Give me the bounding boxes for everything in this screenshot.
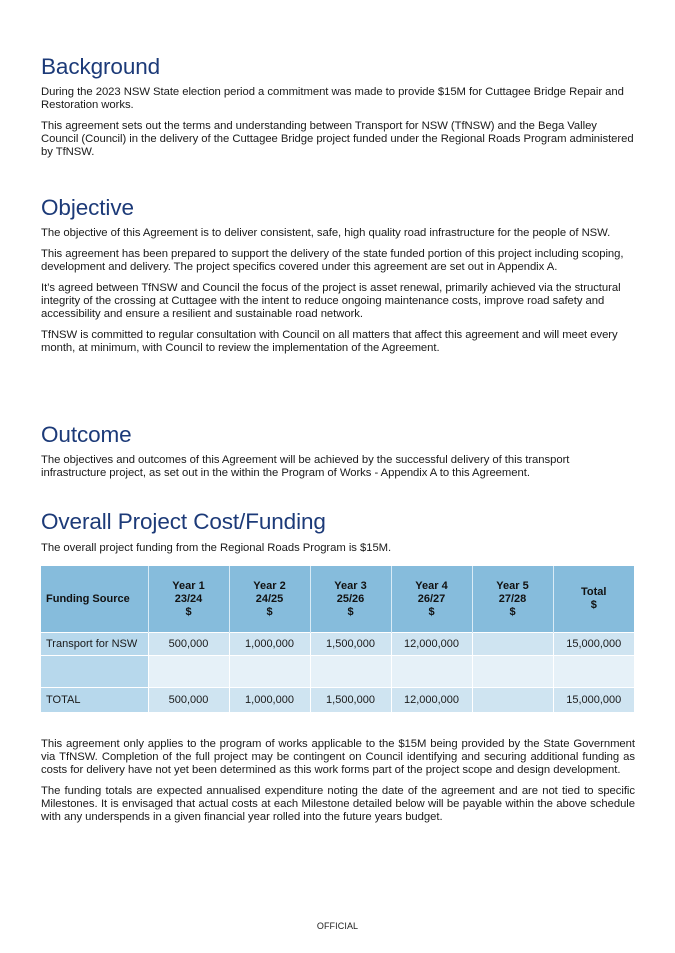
header-year-3: Year 3 25/26 $ xyxy=(310,566,391,633)
cell-year-5 xyxy=(472,688,553,713)
cell-year-4: 12,000,000 xyxy=(391,633,472,656)
funding-table xyxy=(41,566,634,712)
cell-year-3: 1,500,000 xyxy=(310,633,391,656)
funding-intro: The overall project funding from the Regional Roads Program is $15M. xyxy=(41,542,392,554)
cell-source: TOTAL xyxy=(41,688,148,713)
paragraph: This agreement has been prepared to support the delivery of the state funded portion of this project including scoping, development and delivery. The project specifics covered under this agreement are set out in Appendix A. xyxy=(41,248,624,273)
heading-outcome: Outcome xyxy=(41,422,132,447)
heading-funding: Overall Project Cost/Funding xyxy=(41,509,326,534)
paragraph: During the 2023 NSW State election period a commitment was made to provide $15M for Cuttagee Bridge Repair and Restoration works. xyxy=(41,86,624,111)
paragraph: It’s agreed between TfNSW and Council the focus of the project is asset renewal, primarily achieved via the structural integrity of the crossing at Cuttagee with the intent to reduce ongoing maintenance costs, improve road safety and accessibility and ensure a resilient and sustainable road network. xyxy=(41,282,621,320)
header-year-5: Year 5 27/28 $ xyxy=(472,566,553,633)
paragraph: The objectives and outcomes of this Agreement will be achieved by the successful delivery of this transport infrastructure project, as set out in the within the Program of Works - Appendix A to this Agreement. xyxy=(41,454,570,479)
table-header-row xyxy=(41,566,634,633)
section-background xyxy=(41,54,635,159)
cell-year-5 xyxy=(472,656,553,688)
cell-year-2 xyxy=(229,656,310,688)
section-objective xyxy=(41,195,635,355)
header-total: Total $ xyxy=(553,566,634,633)
paragraph: TfNSW is committed to regular consultation with Council on all matters that affect this agreement and will meet every month, at minimum, with Council to review the implementation of the Agreement. xyxy=(41,329,618,354)
cell-total: 15,000,000 xyxy=(553,633,634,656)
header-year-1: Year 1 23/24 $ xyxy=(148,566,229,633)
header-year-2: Year 2 24/25 $ xyxy=(229,566,310,633)
section-funding-notes xyxy=(41,738,635,824)
cell-year-1: 500,000 xyxy=(148,633,229,656)
heading-background: Background xyxy=(41,54,161,79)
header-year-4: Year 4 26/27 $ xyxy=(391,566,472,633)
cell-source: Transport for NSW xyxy=(41,633,148,656)
cell-total xyxy=(553,656,634,688)
cell-year-3 xyxy=(310,656,391,688)
paragraph: This agreement only applies to the program of works applicable to the $15M being provided by the State Government via TfNSW. Completion of the full project may be contingent on Council identifying and securing additional funding as costs for delivery have not yet been determined as this work forms part of the project scope and design development. xyxy=(41,738,635,776)
section-outcome xyxy=(41,422,635,480)
table-row-total xyxy=(41,688,634,713)
section-funding xyxy=(41,509,622,706)
cell-year-4 xyxy=(391,656,472,688)
table-row xyxy=(41,656,634,688)
cell-year-1 xyxy=(148,656,229,688)
cell-year-1: 500,000 xyxy=(148,688,229,713)
cell-year-2: 1,000,000 xyxy=(229,633,310,656)
footer-classification: OFFICIAL xyxy=(316,921,359,931)
cell-year-4: 12,000,000 xyxy=(391,688,472,713)
table-row xyxy=(41,633,634,656)
paragraph: The funding totals are expected annualised expenditure noting the date of the agreement and are not tied to specific Milestones. It is envisaged that actual costs at each Milestone detailed below will be payable within the above schedule with any underspends in a given financial year rolled into the future years budget. xyxy=(41,785,635,823)
cell-year-2: 1,000,000 xyxy=(229,688,310,713)
cell-total: 15,000,000 xyxy=(553,688,634,713)
cell-source xyxy=(41,656,148,688)
cell-year-3: 1,500,000 xyxy=(310,688,391,713)
cell-year-5 xyxy=(472,633,553,656)
paragraph: This agreement sets out the terms and understanding between Transport for NSW (TfNSW) and the Bega Valley Council (Council) in the delivery of the Cuttagee Bridge project funded under the Regional Roads Program administered by TfNSW. xyxy=(41,120,634,158)
header-funding-source: Funding Source xyxy=(41,566,148,633)
paragraph: The objective of this Agreement is to deliver consistent, safe, high quality road infrastructure for the people of NSW. xyxy=(41,227,611,239)
heading-objective: Objective xyxy=(41,195,134,220)
